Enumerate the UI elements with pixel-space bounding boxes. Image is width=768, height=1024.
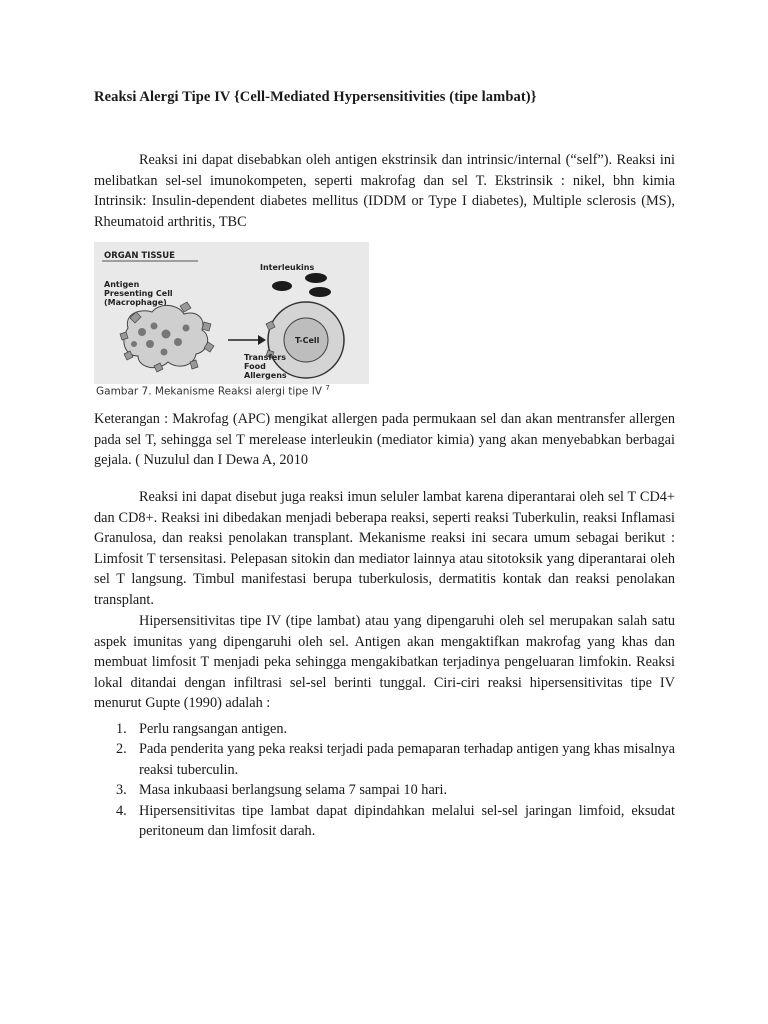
list-item <box>94 739 675 780</box>
interleukin-molecule-3 <box>309 287 331 297</box>
paragraph-hypersensitivity-text: Hipersensitivitas tipe IV (tipe lambat) atau yang dipengaruhi oleh sel merupakan salah satu aspek imunitas yang dipengaruhi oleh sel. Antigen akan mengaktifkan makrofag yang khas dan membuat limfosit T menjadi peka sehingga mengakibatkan terjadinya pengeluaran limfokin. Reaksi lokal ditandai dengan infiltrasi sel-sel berinti tunggal. Ciri-ciri reaksi hipersensitivitas tipe IV menurut Gupte (1990) adalah : <box>94 613 675 712</box>
paragraph-mechanism <box>94 487 675 611</box>
list-number: 1. <box>116 721 127 737</box>
allergen-3 <box>202 322 211 331</box>
organ-tissue-label: ORGAN TISSUE <box>104 251 175 261</box>
transfers-label-3: Allergens <box>244 371 287 380</box>
macrophage-granule-5 <box>174 338 182 346</box>
transfers-label-2: Food <box>244 362 266 371</box>
list-item <box>94 780 675 800</box>
macrophage-granule-3 <box>162 330 171 339</box>
list-item <box>94 719 675 739</box>
interleukins-label: Interleukins <box>260 263 315 272</box>
document-title: Reaksi Alergi Tipe IV {Cell-Mediated Hypersensitivities (tipe lambat)} <box>94 89 537 105</box>
list-text: Perlu rangsangan antigen. <box>139 721 288 737</box>
mechanism-diagram <box>94 242 384 400</box>
characteristics-list <box>94 719 675 841</box>
list-text: Masa inkubaasi berlangsung selama 7 sampai 10 hari. <box>139 782 448 799</box>
macrophage-granule-2 <box>151 323 158 330</box>
paragraph-intro-text: Reaksi ini dapat disebabkan oleh antigen ekstrinsik dan intrinsic/internal (“self”). Reaksi ini melibatkan sel-sel imunokompeten, seperti makrofag dan sel T. Ekstrinsik : nikel, bhn kimia Intrinsik: Insulin-dependent diabetes mellitus (IDDM or Type I diabetes), Multiple sclerosis (MS), Rheumatoid arthritis, TBC <box>94 152 675 230</box>
figure-caption-text: Gambar 7. Mekanisme Reaksi alergi tipe IV <box>96 385 322 398</box>
interleukin-molecule-2 <box>272 281 292 291</box>
antigen-label-1: Antigen <box>104 280 140 289</box>
antigen-label-3: (Macrophage) <box>104 298 167 307</box>
paragraph-mechanism-text: Reaksi ini dapat disebut juga reaksi imun seluler lambat karena diperantarai oleh sel T CD4+ dan CD8+. Reaksi ini dibedakan menjadi beberapa reaksi, seperti reaksi Tuberkulin, reaksi Inflamasi Granulosa, dan reaksi penolakan transplant. Mekanisme reaksi ini secara umum sebagai berikut : Limfosit T tersensitasi. Pelepasan sitokin dan mediator lainnya atau sitotoksik yang diperantarai oleh sel T langsung. Timbul manifestasi berupa tuberkulosis, dermatitis kontak dan reaksi penolakan transplant. <box>94 489 675 608</box>
macrophage-granule-6 <box>161 349 168 356</box>
paragraph-hypersensitivity <box>94 611 675 714</box>
macrophage-granule-7 <box>183 325 190 332</box>
interleukin-molecule-1 <box>305 273 327 283</box>
list-text: Pada penderita yang peka reaksi terjadi pada pemaparan terhadap antigen yang khas misalnya reaksi tuberculin. <box>139 741 675 778</box>
paragraph-keterangan-text: Keterangan : Makrofag (APC) mengikat allergen pada permukaan sel dan akan mentransfer allergen pada sel T, sehingga sel T merelease interleukin (mediator kimia) yang akan menyebabkan berbagai gejala. ( Nuzulul dan I Dewa A, 2010 <box>94 411 675 469</box>
paragraph-intro <box>94 150 675 232</box>
figure-caption <box>96 384 330 398</box>
macrophage-granule-1 <box>138 328 146 336</box>
mechanism-figure <box>94 242 384 400</box>
paragraph-keterangan <box>94 409 675 471</box>
list-number: 4. <box>116 802 127 819</box>
list-item <box>94 801 675 842</box>
list-number: 2. <box>116 741 127 758</box>
macrophage-granule-4 <box>146 340 154 348</box>
list-number: 3. <box>116 782 127 799</box>
antigen-label-2: Presenting Cell <box>104 289 173 298</box>
tcell-label: T-Cell <box>295 336 320 345</box>
macrophage-granule-8 <box>131 341 137 347</box>
transfers-label-1: Transfers <box>244 353 286 362</box>
list-text: Hipersensitivitas tipe lambat dapat dipindahkan melalui sel-sel jaringan limfoid, eksudat peritoneum dan limfosit darah. <box>139 802 675 840</box>
figure-caption-ref: 7 <box>325 384 330 392</box>
